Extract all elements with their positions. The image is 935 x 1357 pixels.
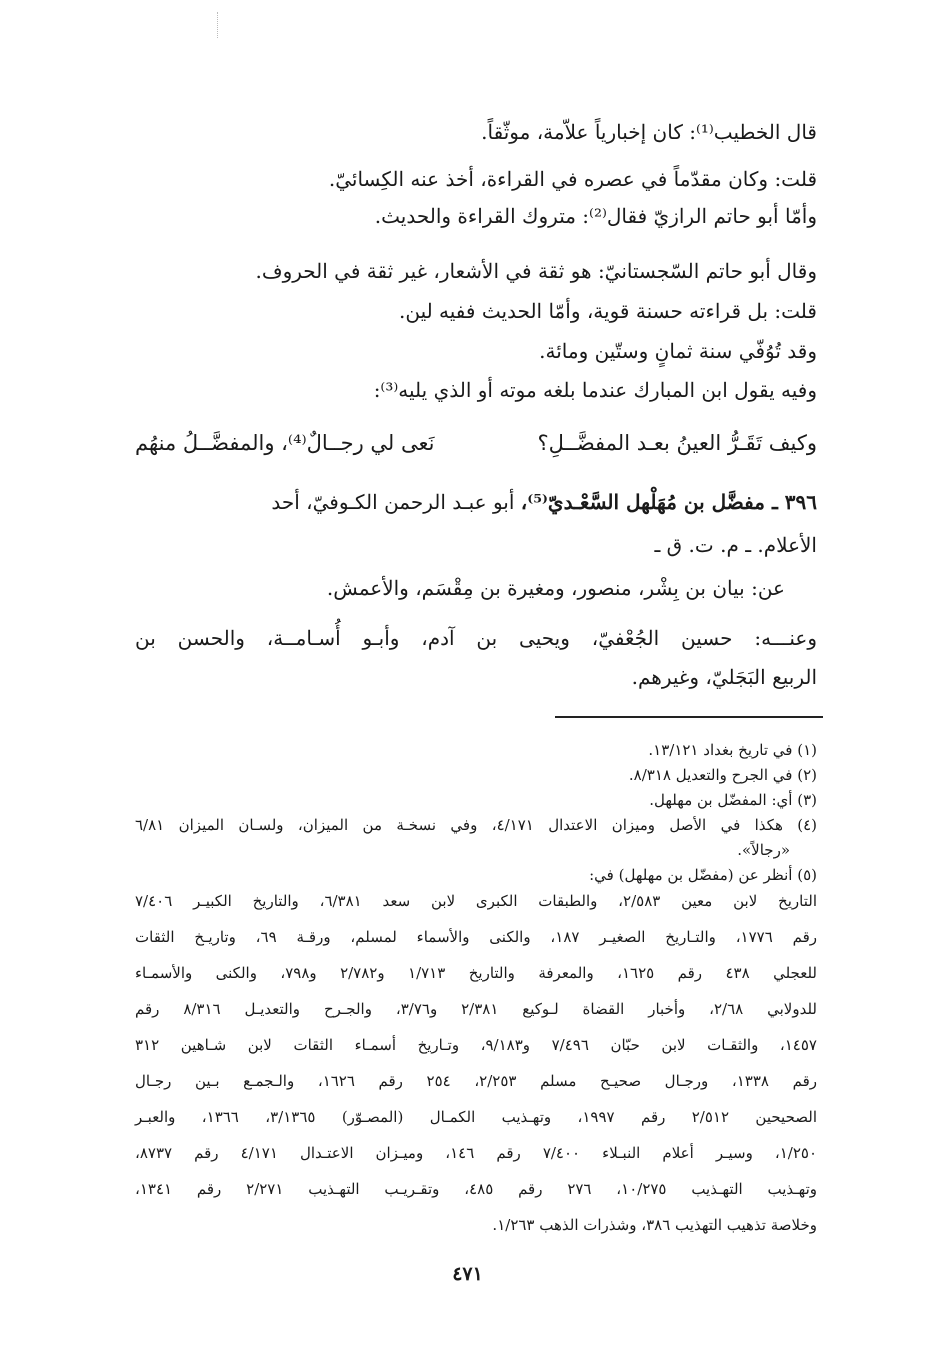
poem-hemistich-2: نَعى لي رجــالٌ⁽⁴⁾، والمفضَّــلُ منهُم: [135, 431, 435, 455]
footnote-5-line: ١/٢٥٠، وسيـر أعلام النبـلاء ٧/٤٠٠ رقم ١٤٦، وميـزان الاعتـدال ٤/١٧١ رقم ٨٧٣٧،: [135, 1144, 818, 1162]
body-line-7: وفيه يقول ابن المبارك عندما بلغه موته أو الذي يليه⁽³⁾:: [373, 378, 817, 402]
body-line-6: وقد تُوُفّي سنة ثمانٍ وستّين ومائة.: [539, 339, 817, 363]
page-number: ٤٧١: [452, 1263, 483, 1285]
footnote-separator: [555, 716, 823, 718]
body-line-4: وقال أبو حاتم السّجستانيّ: هو ثقة في الأشعار، غير ثقة في الحروف.: [255, 259, 817, 283]
footnote-5-line: الصحيحين ٢/٥١٢ رقم ١٩٩٧، وتهـذيب الكمـال (المصـوّر) ٣/١٣٦٥، ١٣٦٦، والعبـر: [135, 1108, 817, 1126]
footnote-5-line: التاريخ لابن معين ٢/٥٨٣، والطبقات الكبرى لابن سعد ٦/٣٨١، والتاريخ الكبيـر ٧/٤٠٦: [135, 892, 817, 910]
entry-first-line: [135, 487, 817, 517]
footnote-5-line: رقم ١٧٧٦، والتـاريخ الصغيـر ١٨٧، والكنى والأسماء لمسلم، ورقـة ٦٩، وتاريـخ الثقات: [135, 928, 817, 946]
footnote-1: (١) في تاريخ بغداد ١٣/١٢١.: [648, 741, 817, 759]
margin-mark: [217, 12, 219, 38]
body-line-3: وأمّا أبو حاتم الرازيّ فقال⁽²⁾: متروك القراءة والحديث.: [374, 204, 817, 228]
footnote-2: (٢) في الجرح والتعديل ٨/٣١٨.: [628, 766, 817, 784]
entry-line-2: الأعلام. ـ م. ت. ق ـ: [654, 533, 817, 557]
footnote-4-line-1: (٤) هكذا في الأصل وميزان الاعتدال ٤/١٧١، وفي نسخـة من الميزان، ولسـان الميزان ٦/٨١: [135, 816, 817, 834]
footnote-5-line: للعجلي ٤٣٨ رقم ١٦٢٥، والمعرفة والتاريخ ١/٧١٣ و٢/٧٨٢ و٧٩٨، والكنى والأسمـاء: [135, 964, 817, 982]
body-line-2: قلت: وكان مقدّماً في عصره في القراءة، أخذ عنه الكِسائيّ.: [328, 167, 817, 191]
entry-students-line-2: الربيع البَجَليّ، وغيرهم.: [631, 665, 817, 689]
footnote-5-line: للدولابي ٢/٦٨، وأخبار القضاة لـوكيع ٢/٣٨١ و٣/٧٦، والجـرح والتعديـل ٨/٣١٦ رقم: [135, 1000, 818, 1018]
footnote-5-line: وتهـذيب التهـذيب ١٠/٢٧٥، ٢٧٦ رقم ٤٨٥، وتقـريـب التهـذيب ٢/٢٧١ رقم ١٣٤١،: [135, 1180, 818, 1198]
body-line-1: قال الخطيب⁽¹⁾: كان إخبارياً علاّمة، موثّقاً.: [481, 120, 817, 144]
entry-heading-rest: أبو عبـد الرحمن الكـوفيّ، أحد: [271, 490, 515, 514]
footnote-5-line: رقم ١٣٣٨، ورجـال صحيـح مسلم ٢/٢٥٣، ٢٥٤ رقم ١٦٢٦، والـجمـع بـين رجـال: [135, 1072, 817, 1090]
entry-heading: ٣٩٦ ـ مفضَّل بن مُهَلْهل السَّعْـديّ⁽⁵⁾،: [520, 490, 817, 514]
footnote-5-line: وخلاصة تذهيب التهذيب ٣٨٦، وشذرات الذهب ١/٢٦٣.: [492, 1216, 817, 1234]
poem-hemistich-1: وكيف تَقَـرُّ العينُ بعـد المفضَّــلِ؟: [537, 431, 817, 455]
entry-students-line-1: وعنـــه: حسين الجُعْفيّ، ويحيى بن آدم، وأبـو أُسـامــة، والحسن بن: [135, 626, 817, 650]
footnote-4-line-2: «رجالاً».: [737, 841, 790, 859]
body-line-5: قلت: بل قراءته حسنة قوية، وأمّا الحديث ففيه لين.: [398, 299, 817, 323]
footnote-5-line: ١٤٥٧، والثقـات لابن حبّان ٧/٤٩٦ و٩/١٨٣، وتـاريخ أسمـاء الثقات لابن شـاهين ٣١٢: [135, 1036, 817, 1054]
footnote-5-intro: (٥) أنظر عن (مفضّل بن مهلهل) في:: [589, 866, 817, 884]
entry-from-line: عن: بيان بن بِشْر، منصور، ومغيرة بن مِقْسَم، والأعمش.: [326, 576, 785, 600]
poem-verse: [135, 425, 817, 461]
footnote-3: (٣) أي: المفضّل بن مهلهل.: [649, 791, 817, 809]
